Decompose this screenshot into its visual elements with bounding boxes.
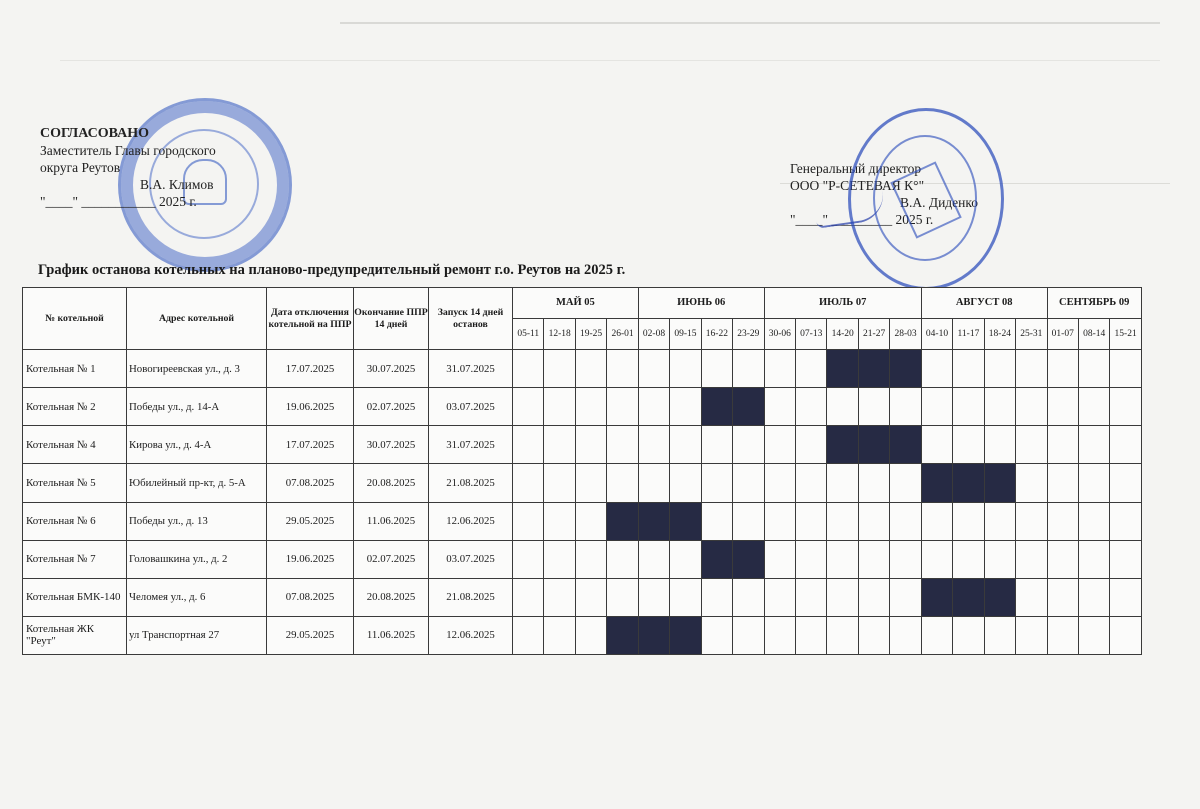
- schedule-cell: [607, 388, 638, 426]
- schedule-cell: [921, 616, 952, 654]
- schedule-cell: [670, 388, 701, 426]
- schedule-cell: [544, 464, 575, 502]
- schedule-cell: [575, 350, 606, 388]
- schedule-cell: [701, 502, 732, 540]
- off-date-cell: 19.06.2025: [267, 388, 354, 426]
- boiler-name-cell: Котельная № 2: [23, 388, 127, 426]
- schedule-cell-shutdown: [638, 502, 669, 540]
- week-header: 18-24: [984, 319, 1015, 350]
- schedule-cell: [858, 540, 889, 578]
- schedule-cell: [796, 426, 827, 464]
- week-header: 16-22: [701, 319, 732, 350]
- schedule-cell: [638, 578, 669, 616]
- schedule-cell: [890, 502, 921, 540]
- schedule-cell: [953, 350, 984, 388]
- schedule-cell-shutdown: [953, 578, 984, 616]
- schedule-cell: [575, 388, 606, 426]
- schedule-cell: [953, 540, 984, 578]
- schedule-cell-shutdown: [921, 578, 952, 616]
- week-header: 01-07: [1047, 319, 1078, 350]
- schedule-cell: [953, 616, 984, 654]
- approval-position: Заместитель Главы городского: [40, 143, 216, 158]
- schedule-cell: [607, 578, 638, 616]
- schedule-cell-shutdown: [890, 350, 921, 388]
- start-date-cell: 21.08.2025: [429, 578, 513, 616]
- ppr-end-cell: 30.07.2025: [354, 350, 429, 388]
- shutdown-schedule-table: [22, 287, 1142, 655]
- schedule-cell: [575, 464, 606, 502]
- schedule-cell-shutdown: [733, 540, 764, 578]
- schedule-cell: [827, 540, 858, 578]
- schedule-cell: [984, 502, 1015, 540]
- schedule-cell: [1078, 350, 1109, 388]
- schedule-cell: [984, 540, 1015, 578]
- start-date-cell: 31.07.2025: [429, 350, 513, 388]
- approval-block-left: [40, 125, 300, 210]
- schedule-cell: [1047, 350, 1078, 388]
- start-date-cell: 21.08.2025: [429, 464, 513, 502]
- week-header: 19-25: [575, 319, 606, 350]
- table-row: [23, 388, 1142, 426]
- month-header: МАЙ 05: [513, 288, 639, 319]
- schedule-cell: [764, 388, 795, 426]
- schedule-cell: [858, 464, 889, 502]
- approval-date: "____" ___________ 2025 г.: [40, 194, 197, 209]
- schedule-cell: [513, 464, 544, 502]
- schedule-cell: [670, 350, 701, 388]
- schedule-cell: [890, 464, 921, 502]
- schedule-cell: [544, 578, 575, 616]
- schedule-cell: [764, 578, 795, 616]
- schedule-cell: [544, 616, 575, 654]
- schedule-cell: [764, 540, 795, 578]
- company-name: ООО "Р-СЕТЕВАЯ К°": [790, 178, 925, 193]
- week-header: 11-17: [953, 319, 984, 350]
- ppr-end-cell: 02.07.2025: [354, 388, 429, 426]
- schedule-cell: [1016, 540, 1047, 578]
- address-cell: Юбилейный пр-кт, д. 5-А: [127, 464, 267, 502]
- schedule-cell: [858, 616, 889, 654]
- week-header: 12-18: [544, 319, 575, 350]
- scan-artifact: [60, 60, 1160, 61]
- schedule-cell: [1047, 426, 1078, 464]
- schedule-cell: [670, 426, 701, 464]
- week-header: 25-31: [1016, 319, 1047, 350]
- ppr-end-cell: 30.07.2025: [354, 426, 429, 464]
- schedule-cell: [1110, 388, 1141, 426]
- schedule-cell-shutdown: [890, 426, 921, 464]
- schedule-cell: [1016, 426, 1047, 464]
- schedule-cell: [701, 578, 732, 616]
- week-header: 05-11: [513, 319, 544, 350]
- week-header: 02-08: [638, 319, 669, 350]
- boiler-name-cell: Котельная БМК-140: [23, 578, 127, 616]
- schedule-cell: [607, 464, 638, 502]
- schedule-cell: [1047, 464, 1078, 502]
- week-header: 26-01: [607, 319, 638, 350]
- boiler-name-cell: Котельная ЖК "Реут": [23, 616, 127, 654]
- schedule-cell: [890, 540, 921, 578]
- off-date-cell: 07.08.2025: [267, 464, 354, 502]
- schedule-cell: [796, 350, 827, 388]
- schedule-cell: [921, 502, 952, 540]
- schedule-cell: [764, 464, 795, 502]
- week-header: 08-14: [1078, 319, 1109, 350]
- week-header: 07-13: [796, 319, 827, 350]
- schedule-cell: [921, 350, 952, 388]
- month-header: ИЮНЬ 06: [638, 288, 764, 319]
- schedule-cell: [513, 426, 544, 464]
- address-cell: Новогиреевская ул., д. 3: [127, 350, 267, 388]
- schedule-cell: [1047, 616, 1078, 654]
- schedule-cell: [890, 616, 921, 654]
- schedule-cell: [575, 616, 606, 654]
- schedule-cell: [921, 426, 952, 464]
- off-date-cell: 29.05.2025: [267, 616, 354, 654]
- schedule-cell: [670, 464, 701, 502]
- schedule-cell: [796, 578, 827, 616]
- schedule-cell: [827, 388, 858, 426]
- table-row: [23, 540, 1142, 578]
- schedule-cell: [796, 464, 827, 502]
- director-date: "____" _________ 2025 г.: [790, 212, 934, 227]
- schedule-cell-shutdown: [984, 464, 1015, 502]
- schedule-cell: [638, 540, 669, 578]
- schedule-cell: [1078, 502, 1109, 540]
- boiler-name-cell: Котельная № 4: [23, 426, 127, 464]
- schedule-cell-shutdown: [858, 426, 889, 464]
- column-header-start: Запуск 14 дней останов: [429, 288, 513, 350]
- week-header: 15-21: [1110, 319, 1141, 350]
- schedule-cell: [733, 350, 764, 388]
- schedule-cell: [607, 426, 638, 464]
- schedule-cell: [513, 388, 544, 426]
- week-header: 09-15: [670, 319, 701, 350]
- schedule-cell: [764, 350, 795, 388]
- schedule-cell: [670, 578, 701, 616]
- month-header: СЕНТЯБРЬ 09: [1047, 288, 1141, 319]
- ppr-end-cell: 20.08.2025: [354, 464, 429, 502]
- schedule-cell: [858, 502, 889, 540]
- schedule-cell: [984, 388, 1015, 426]
- schedule-cell-shutdown: [638, 616, 669, 654]
- address-cell: Головашкина ул., д. 2: [127, 540, 267, 578]
- schedule-cell: [638, 426, 669, 464]
- schedule-cell: [953, 388, 984, 426]
- schedule-cell: [984, 426, 1015, 464]
- schedule-cell: [921, 540, 952, 578]
- month-header: АВГУСТ 08: [921, 288, 1047, 319]
- schedule-cell: [733, 578, 764, 616]
- schedule-cell: [796, 502, 827, 540]
- schedule-cell: [733, 502, 764, 540]
- week-header: 04-10: [921, 319, 952, 350]
- schedule-cell: [1016, 350, 1047, 388]
- approval-heading: СОГЛАСОВАНО: [40, 126, 149, 141]
- schedule-cell: [544, 502, 575, 540]
- schedule-cell: [670, 540, 701, 578]
- schedule-cell: [513, 350, 544, 388]
- address-cell: Победы ул., д. 13: [127, 502, 267, 540]
- schedule-cell: [513, 502, 544, 540]
- column-header-address: Адрес котельной: [127, 288, 267, 350]
- schedule-cell-shutdown: [607, 616, 638, 654]
- schedule-cell: [1016, 578, 1047, 616]
- start-date-cell: 12.06.2025: [429, 616, 513, 654]
- schedule-cell-shutdown: [670, 502, 701, 540]
- ppr-end-cell: 20.08.2025: [354, 578, 429, 616]
- address-cell: Победы ул., д. 14-А: [127, 388, 267, 426]
- schedule-cell: [544, 350, 575, 388]
- schedule-cell: [827, 616, 858, 654]
- schedule-cell-shutdown: [921, 464, 952, 502]
- schedule-cell-shutdown: [607, 502, 638, 540]
- schedule-cell: [1047, 578, 1078, 616]
- schedule-cell: [921, 388, 952, 426]
- schedule-cell: [575, 540, 606, 578]
- schedule-cell: [1110, 578, 1141, 616]
- table-header: [23, 288, 1142, 350]
- off-date-cell: 19.06.2025: [267, 540, 354, 578]
- schedule-cell: [764, 616, 795, 654]
- week-header: 14-20: [827, 319, 858, 350]
- week-header: 23-29: [733, 319, 764, 350]
- schedule-cell: [796, 388, 827, 426]
- schedule-cell: [544, 426, 575, 464]
- schedule-cell: [701, 616, 732, 654]
- address-cell: ул Транспортная 27: [127, 616, 267, 654]
- schedule-cell-shutdown: [701, 388, 732, 426]
- director-signatory: В.А. Диденко: [900, 195, 979, 210]
- schedule-cell: [1078, 540, 1109, 578]
- schedule-cell: [1047, 502, 1078, 540]
- schedule-cell: [1110, 464, 1141, 502]
- schedule-cell: [1016, 502, 1047, 540]
- schedule-cell-shutdown: [733, 388, 764, 426]
- schedule-cell: [1078, 426, 1109, 464]
- start-date-cell: 12.06.2025: [429, 502, 513, 540]
- column-header-off-date: Дата отключения котельной на ППР: [267, 288, 354, 350]
- schedule-cell: [544, 388, 575, 426]
- schedule-cell-shutdown: [953, 464, 984, 502]
- schedule-cell: [638, 388, 669, 426]
- week-header: 30-06: [764, 319, 795, 350]
- boiler-name-cell: Котельная № 5: [23, 464, 127, 502]
- table-row: [23, 426, 1142, 464]
- schedule-cell: [858, 388, 889, 426]
- week-header: 21-27: [858, 319, 889, 350]
- schedule-cell: [1078, 616, 1109, 654]
- header-row-months: [23, 288, 1142, 319]
- schedule-cell: [1078, 388, 1109, 426]
- off-date-cell: 17.07.2025: [267, 426, 354, 464]
- document-title: График останова котельных на планово-предупредительный ремонт г.о. Реутов на 2025 г.: [38, 262, 626, 278]
- director-position: Генеральный директор: [790, 161, 922, 176]
- schedule-cell: [1016, 616, 1047, 654]
- start-date-cell: 03.07.2025: [429, 388, 513, 426]
- schedule-cell: [513, 540, 544, 578]
- table-body: [23, 350, 1142, 655]
- schedule-cell: [733, 616, 764, 654]
- schedule-cell: [1110, 540, 1141, 578]
- schedule-cell: [1110, 502, 1141, 540]
- approval-position-cont: округа Реутов: [40, 160, 121, 175]
- schedule-cell: [984, 350, 1015, 388]
- schedule-cell: [513, 616, 544, 654]
- start-date-cell: 31.07.2025: [429, 426, 513, 464]
- schedule-cell: [1047, 540, 1078, 578]
- schedule-cell: [1110, 350, 1141, 388]
- schedule-cell: [575, 502, 606, 540]
- boiler-name-cell: Котельная № 1: [23, 350, 127, 388]
- schedule-cell: [796, 616, 827, 654]
- schedule-cell-shutdown: [827, 350, 858, 388]
- schedule-cell: [827, 464, 858, 502]
- off-date-cell: 29.05.2025: [267, 502, 354, 540]
- month-header: ИЮЛЬ 07: [764, 288, 921, 319]
- schedule-cell: [701, 426, 732, 464]
- schedule-cell: [1078, 464, 1109, 502]
- schedule-cell: [733, 464, 764, 502]
- schedule-cell: [1047, 388, 1078, 426]
- address-cell: Кирова ул., д. 4-А: [127, 426, 267, 464]
- schedule-cell: [1078, 578, 1109, 616]
- schedule-cell: [890, 388, 921, 426]
- schedule-cell-shutdown: [858, 350, 889, 388]
- start-date-cell: 03.07.2025: [429, 540, 513, 578]
- schedule-cell: [953, 426, 984, 464]
- schedule-cell: [764, 426, 795, 464]
- schedule-cell: [953, 502, 984, 540]
- schedule-cell-shutdown: [984, 578, 1015, 616]
- schedule-cell: [764, 502, 795, 540]
- table-row: [23, 578, 1142, 616]
- table-row: [23, 502, 1142, 540]
- column-header-number: № котельной: [23, 288, 127, 350]
- scan-artifact: [340, 22, 1160, 24]
- schedule-cell: [890, 578, 921, 616]
- ppr-end-cell: 02.07.2025: [354, 540, 429, 578]
- schedule-cell: [607, 540, 638, 578]
- schedule-cell: [575, 426, 606, 464]
- off-date-cell: 17.07.2025: [267, 350, 354, 388]
- schedule-cell: [827, 502, 858, 540]
- schedule-cell: [733, 426, 764, 464]
- table-row: [23, 616, 1142, 654]
- schedule-cell: [858, 578, 889, 616]
- schedule-cell: [638, 464, 669, 502]
- ppr-end-cell: 11.06.2025: [354, 616, 429, 654]
- column-header-ppr-end: Окончание ППР 14 дней: [354, 288, 429, 350]
- schedule-cell: [1110, 616, 1141, 654]
- schedule-cell: [1016, 464, 1047, 502]
- off-date-cell: 07.08.2025: [267, 578, 354, 616]
- ppr-end-cell: 11.06.2025: [354, 502, 429, 540]
- schedule-cell-shutdown: [701, 540, 732, 578]
- schedule-cell: [638, 350, 669, 388]
- schedule-cell: [1016, 388, 1047, 426]
- boiler-name-cell: Котельная № 7: [23, 540, 127, 578]
- schedule-cell: [513, 578, 544, 616]
- schedule-cell: [575, 578, 606, 616]
- schedule-cell: [544, 540, 575, 578]
- week-header: 28-03: [890, 319, 921, 350]
- schedule-cell: [827, 578, 858, 616]
- address-cell: Челомея ул., д. 6: [127, 578, 267, 616]
- schedule-cell: [1110, 426, 1141, 464]
- schedule-cell: [607, 350, 638, 388]
- schedule-cell-shutdown: [827, 426, 858, 464]
- approval-signatory: В.А. Климов: [140, 177, 214, 192]
- schedule-cell: [984, 616, 1015, 654]
- company-seal-stamp: [848, 108, 1004, 290]
- schedule-cell-shutdown: [670, 616, 701, 654]
- boiler-name-cell: Котельная № 6: [23, 502, 127, 540]
- schedule-cell: [796, 540, 827, 578]
- schedule-cell: [701, 464, 732, 502]
- table-row: [23, 464, 1142, 502]
- schedule-cell: [701, 350, 732, 388]
- table-row: [23, 350, 1142, 388]
